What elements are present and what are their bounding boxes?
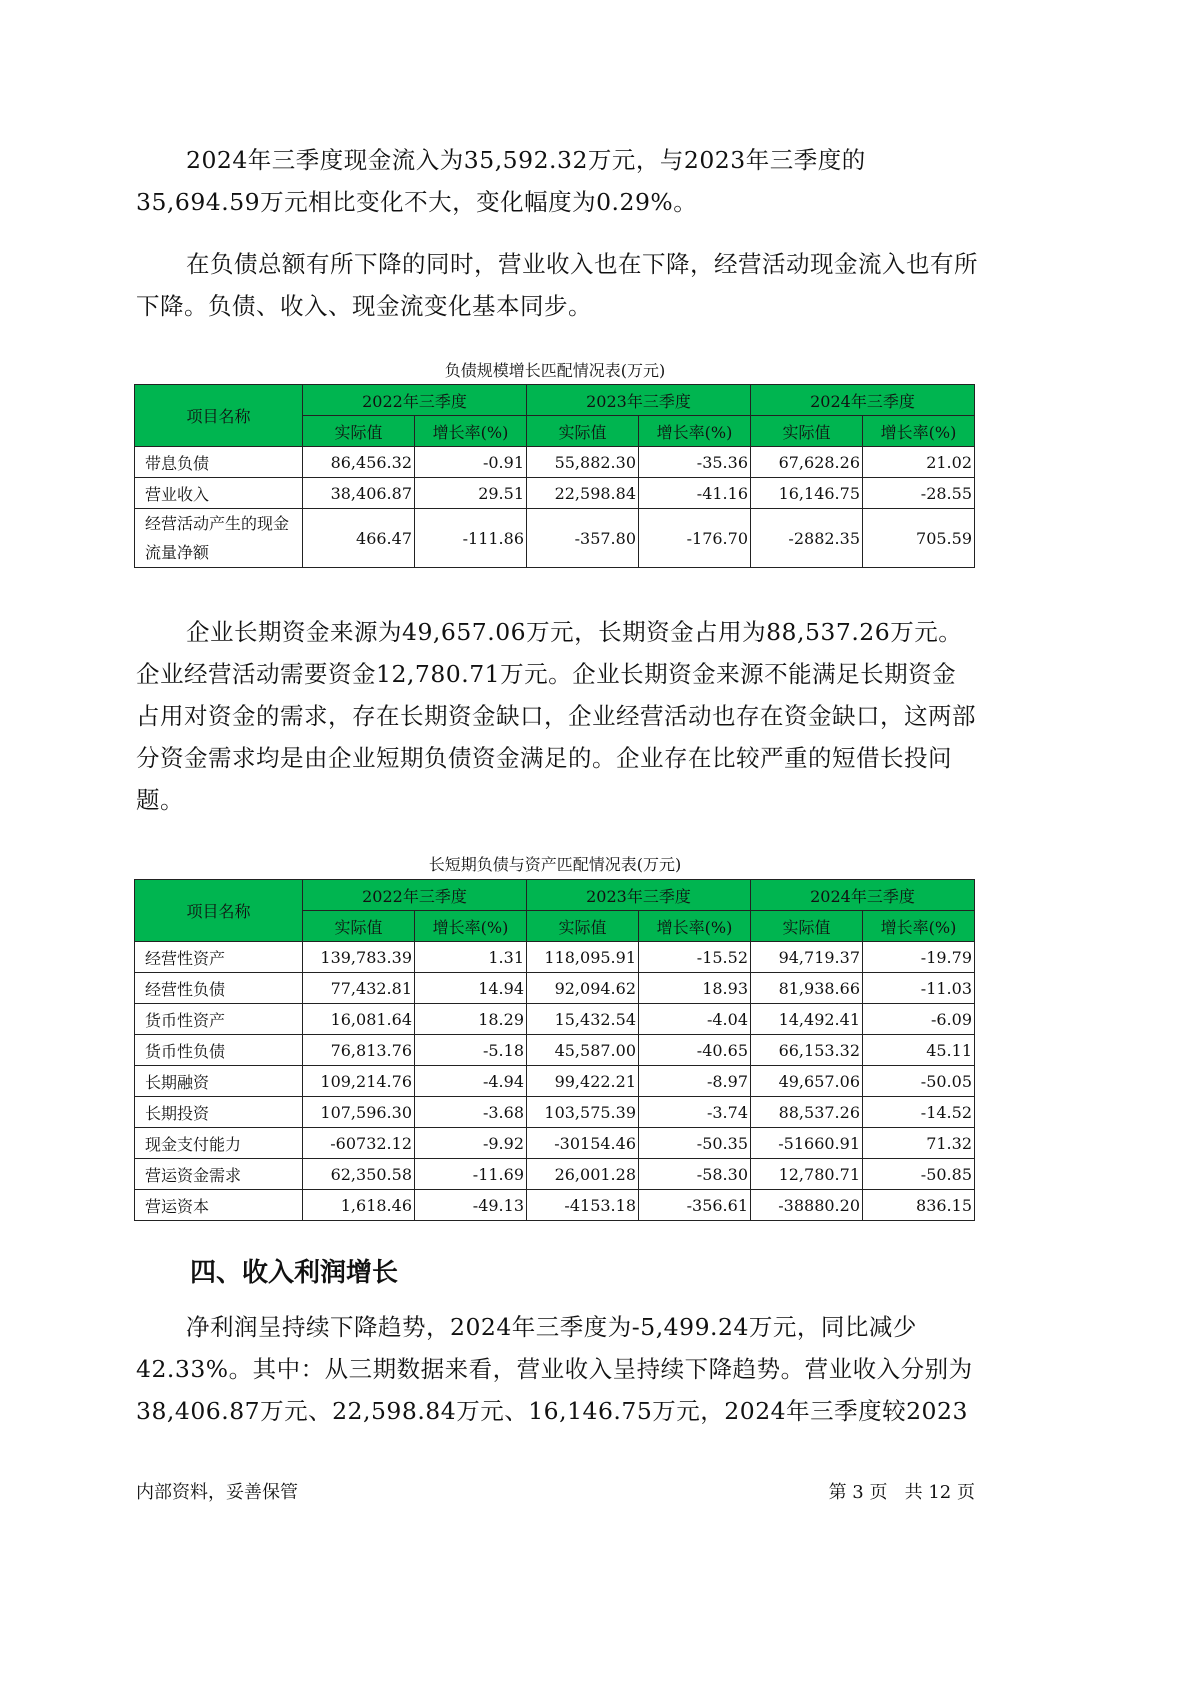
- header-period: 2022年三季度: [303, 880, 527, 911]
- header-actual: 实际值: [527, 416, 639, 447]
- growth-rate-cell: 836.15: [863, 1190, 975, 1221]
- paragraph-cash-inflow: [136, 139, 978, 223]
- growth-rate-cell: 21.02: [863, 447, 975, 478]
- table-row: [135, 478, 975, 509]
- header-actual: 实际值: [751, 416, 863, 447]
- table-row: [135, 1128, 975, 1159]
- growth-rate-cell: -40.65: [639, 1035, 751, 1066]
- growth-rate-cell: 1.31: [415, 942, 527, 973]
- header-actual: 实际值: [527, 911, 639, 942]
- growth-rate-cell: -111.86: [415, 509, 527, 568]
- growth-rate-cell: -19.79: [863, 942, 975, 973]
- row-name: 货币性负债: [135, 1035, 303, 1066]
- header-growth: 增长率(%): [863, 416, 975, 447]
- growth-rate-cell: -50.85: [863, 1159, 975, 1190]
- table1-caption: 负债规模增长匹配情况表(万元): [444, 361, 666, 380]
- growth-rate-cell: 29.51: [415, 478, 527, 509]
- header-growth: 增长率(%): [415, 416, 527, 447]
- row-name: 经营性资产: [135, 942, 303, 973]
- header-period: 2024年三季度: [751, 880, 975, 911]
- header-actual: 实际值: [303, 416, 415, 447]
- table-row: [135, 1004, 975, 1035]
- actual-value-cell: 16,081.64: [303, 1004, 415, 1035]
- actual-value-cell: 118,095.91: [527, 942, 639, 973]
- paragraph-text: 2024年三季度现金流入为35,592.32万元，与2023年三季度的35,694.59万元相比变化不大，变化幅度为0.29%。: [136, 146, 866, 216]
- growth-rate-cell: 45.11: [863, 1035, 975, 1066]
- growth-rate-cell: -14.52: [863, 1097, 975, 1128]
- growth-rate-cell: -4.04: [639, 1004, 751, 1035]
- footer-page-number: 第 3 页 共 12 页: [828, 1482, 975, 1503]
- header-period: 2023年三季度: [527, 385, 751, 416]
- row-name: 长期融资: [135, 1066, 303, 1097]
- growth-rate-cell: -49.13: [415, 1190, 527, 1221]
- header-item-name: 项目名称: [135, 385, 303, 447]
- actual-value-cell: 14,492.41: [751, 1004, 863, 1035]
- actual-value-cell: -38880.20: [751, 1190, 863, 1221]
- actual-value-cell: 49,657.06: [751, 1066, 863, 1097]
- section-heading: 四、收入利润增长: [190, 1258, 399, 1288]
- growth-rate-cell: -3.68: [415, 1097, 527, 1128]
- header-growth: 增长率(%): [863, 911, 975, 942]
- paragraph-debt-sync: [136, 243, 978, 327]
- paragraph-profit: [136, 1306, 978, 1432]
- growth-rate-cell: 18.93: [639, 973, 751, 1004]
- growth-rate-cell: -176.70: [639, 509, 751, 568]
- actual-value-cell: -4153.18: [527, 1190, 639, 1221]
- actual-value-cell: 66,153.32: [751, 1035, 863, 1066]
- growth-rate-cell: -35.36: [639, 447, 751, 478]
- table-row: [135, 1066, 975, 1097]
- header-period: 2023年三季度: [527, 880, 751, 911]
- table-row: [135, 1035, 975, 1066]
- actual-value-cell: 38,406.87: [303, 478, 415, 509]
- row-name: 长期投资: [135, 1097, 303, 1128]
- actual-value-cell: 107,596.30: [303, 1097, 415, 1128]
- growth-rate-cell: -11.03: [863, 973, 975, 1004]
- growth-rate-cell: -8.97: [639, 1066, 751, 1097]
- actual-value-cell: 99,422.21: [527, 1066, 639, 1097]
- paragraph-text: 在负债总额有所下降的同时，营业收入也在下降，经营活动现金流入也有所下降。负债、收入、现金流变化基本同步。: [136, 250, 978, 320]
- paragraph-text: 净利润呈持续下降趋势，2024年三季度为-5,499.24万元，同比减少42.33%。其中：从三期数据来看，营业收入呈持续下降趋势。营业收入分别为38,406.87万元、22,598.84万元、16,146.75万元，2024年三季度较2023: [136, 1313, 973, 1425]
- actual-value-cell: 45,587.00: [527, 1035, 639, 1066]
- actual-value-cell: -60732.12: [303, 1128, 415, 1159]
- growth-rate-cell: -11.69: [415, 1159, 527, 1190]
- actual-value-cell: 77,432.81: [303, 973, 415, 1004]
- growth-rate-cell: -6.09: [863, 1004, 975, 1035]
- growth-rate-cell: 71.32: [863, 1128, 975, 1159]
- growth-rate-cell: -50.35: [639, 1128, 751, 1159]
- growth-rate-cell: 18.29: [415, 1004, 527, 1035]
- actual-value-cell: 16,146.75: [751, 478, 863, 509]
- actual-value-cell: 88,537.26: [751, 1097, 863, 1128]
- actual-value-cell: -51660.91: [751, 1128, 863, 1159]
- growth-rate-cell: 14.94: [415, 973, 527, 1004]
- growth-rate-cell: -50.05: [863, 1066, 975, 1097]
- growth-rate-cell: -356.61: [639, 1190, 751, 1221]
- growth-rate-cell: -28.55: [863, 478, 975, 509]
- table-row: [135, 1159, 975, 1190]
- header-row: [135, 385, 975, 416]
- table-row: [135, 1190, 975, 1221]
- actual-value-cell: 67,628.26: [751, 447, 863, 478]
- row-name: 带息负债: [135, 447, 303, 478]
- growth-rate-cell: -9.92: [415, 1128, 527, 1159]
- growth-rate-cell: -41.16: [639, 478, 751, 509]
- actual-value-cell: 76,813.76: [303, 1035, 415, 1066]
- growth-rate-cell: -15.52: [639, 942, 751, 973]
- header-period: 2024年三季度: [751, 385, 975, 416]
- actual-value-cell: -30154.46: [527, 1128, 639, 1159]
- growth-rate-cell: -5.18: [415, 1035, 527, 1066]
- header-actual: 实际值: [303, 911, 415, 942]
- header-row: [135, 880, 975, 911]
- actual-value-cell: 86,456.32: [303, 447, 415, 478]
- row-name: 经营活动产生的现金流量净额: [135, 509, 303, 568]
- table-row: [135, 1097, 975, 1128]
- paragraph-long-term-funds: [136, 611, 978, 821]
- actual-value-cell: 81,938.66: [751, 973, 863, 1004]
- actual-value-cell: -2882.35: [751, 509, 863, 568]
- row-name: 货币性资产: [135, 1004, 303, 1035]
- table-row: [135, 942, 975, 973]
- actual-value-cell: 103,575.39: [527, 1097, 639, 1128]
- debt-growth-table: [134, 384, 975, 568]
- footer-confidential: 内部资料，妥善保管: [136, 1482, 298, 1503]
- growth-rate-cell: -58.30: [639, 1159, 751, 1190]
- table-row: [135, 973, 975, 1004]
- actual-value-cell: -357.80: [527, 509, 639, 568]
- header-growth: 增长率(%): [415, 911, 527, 942]
- header-actual: 实际值: [751, 911, 863, 942]
- actual-value-cell: 1,618.46: [303, 1190, 415, 1221]
- row-name: 经营性负债: [135, 973, 303, 1004]
- row-name: 营业收入: [135, 478, 303, 509]
- table2-caption: 长短期负债与资产匹配情况表(万元): [428, 855, 682, 874]
- actual-value-cell: 22,598.84: [527, 478, 639, 509]
- actual-value-cell: 109,214.76: [303, 1066, 415, 1097]
- header-growth: 增长率(%): [639, 911, 751, 942]
- header-growth: 增长率(%): [639, 416, 751, 447]
- table-row: [135, 509, 975, 568]
- asset-liability-match-table: [134, 879, 975, 1221]
- header-item-name: 项目名称: [135, 880, 303, 942]
- actual-value-cell: 94,719.37: [751, 942, 863, 973]
- actual-value-cell: 12,780.71: [751, 1159, 863, 1190]
- actual-value-cell: 55,882.30: [527, 447, 639, 478]
- row-name: 现金支付能力: [135, 1128, 303, 1159]
- header-period: 2022年三季度: [303, 385, 527, 416]
- row-name: 营运资金需求: [135, 1159, 303, 1190]
- growth-rate-cell: 705.59: [863, 509, 975, 568]
- table-row: [135, 447, 975, 478]
- actual-value-cell: 466.47: [303, 509, 415, 568]
- actual-value-cell: 15,432.54: [527, 1004, 639, 1035]
- paragraph-text: 企业长期资金来源为49,657.06万元，长期资金占用为88,537.26万元。企业经营活动需要资金12,780.71万元。企业长期资金来源不能满足长期资金占用对资金的需求，存在长期资金缺口，企业经营活动也存在资金缺口，这两部分资金需求均是由企业短期负债资金满足的。企业存在比较严重的短借长投问题。: [136, 618, 976, 814]
- growth-rate-cell: -0.91: [415, 447, 527, 478]
- actual-value-cell: 26,001.28: [527, 1159, 639, 1190]
- actual-value-cell: 92,094.62: [527, 973, 639, 1004]
- actual-value-cell: 139,783.39: [303, 942, 415, 973]
- growth-rate-cell: -4.94: [415, 1066, 527, 1097]
- actual-value-cell: 62,350.58: [303, 1159, 415, 1190]
- growth-rate-cell: -3.74: [639, 1097, 751, 1128]
- row-name: 营运资本: [135, 1190, 303, 1221]
